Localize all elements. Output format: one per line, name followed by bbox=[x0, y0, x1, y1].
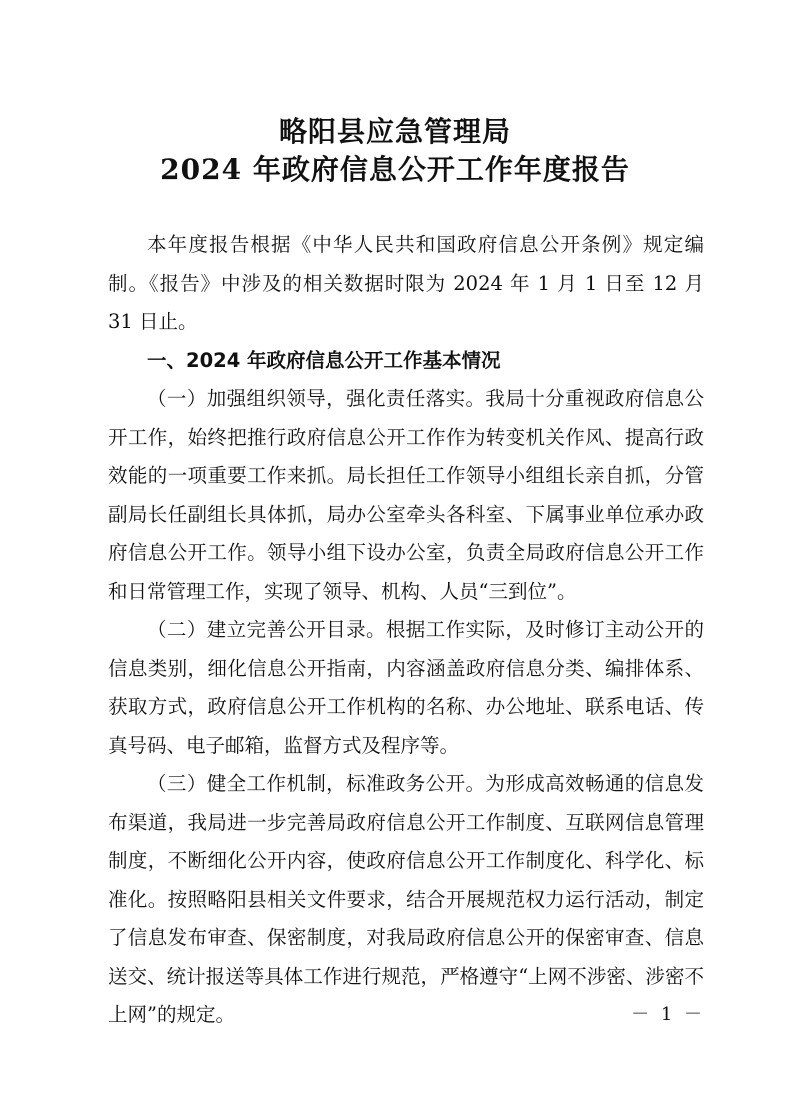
paragraph-mechanism: （三）健全工作机制，标准政务公开。为形成高效畅通的信息发布渠道，我局进一步完善局政府信息公开工作制度、互联网信息管理制度，不断细化公开内容，使政府信息公开工作制度化、科学化、标准化。按照略阳县相关文件要求，结合开展规范权力运行活动，制定了信息发布审查、保密制度，对我局政府信息公开的保密审查、信息送交、统计报送等具体工作进行规范，严格遵守“上网不涉密、涉密不上网”的规定。 bbox=[108, 772, 704, 1026]
section-heading: 一、2024 年政府信息公开工作基本情况 bbox=[147, 348, 501, 372]
paragraph-catalog: （二）建立完善公开目录。根据工作实际，及时修订主动公开的信息类别，细化信息公开指南，内容涵盖政府信息分类、编排体系、获取方式，政府信息公开工作机构的名称、办公地址、联系电话、传真号码、电子邮箱，监督方式及程序等。 bbox=[108, 618, 704, 757]
intro-paragraph: 本年度报告根据《中华人民共和国政府信息公开条例》规定编制。《报告》中涉及的相关数据时限为 2024 年 1 月 1 日至 12 月 31 日止。 bbox=[108, 233, 704, 333]
paragraph-organization: （一）加强组织领导，强化责任落实。我局十分重视政府信息公开工作，始终把推行政府信息公开工作作为转变机关作风、提高行政效能的一项重要工作来抓。局长担任工作领导小组组长亲自抓，分管副局长任副组长具体抓，局办公室牵头各科室、下属事业单位承办政府信息公开工作。领导小组下设办公室，负责全局政府信息公开工作和日常管理工作，实现了领导、机构、人员“三到位”。 bbox=[108, 387, 704, 603]
page-number: － 1 － bbox=[631, 1004, 705, 1025]
document-title-line1: 略阳县应急管理局 bbox=[278, 115, 511, 148]
document-title-line2: 2024 年政府信息公开工作年度报告 bbox=[160, 153, 630, 186]
document-body bbox=[108, 226, 704, 1035]
